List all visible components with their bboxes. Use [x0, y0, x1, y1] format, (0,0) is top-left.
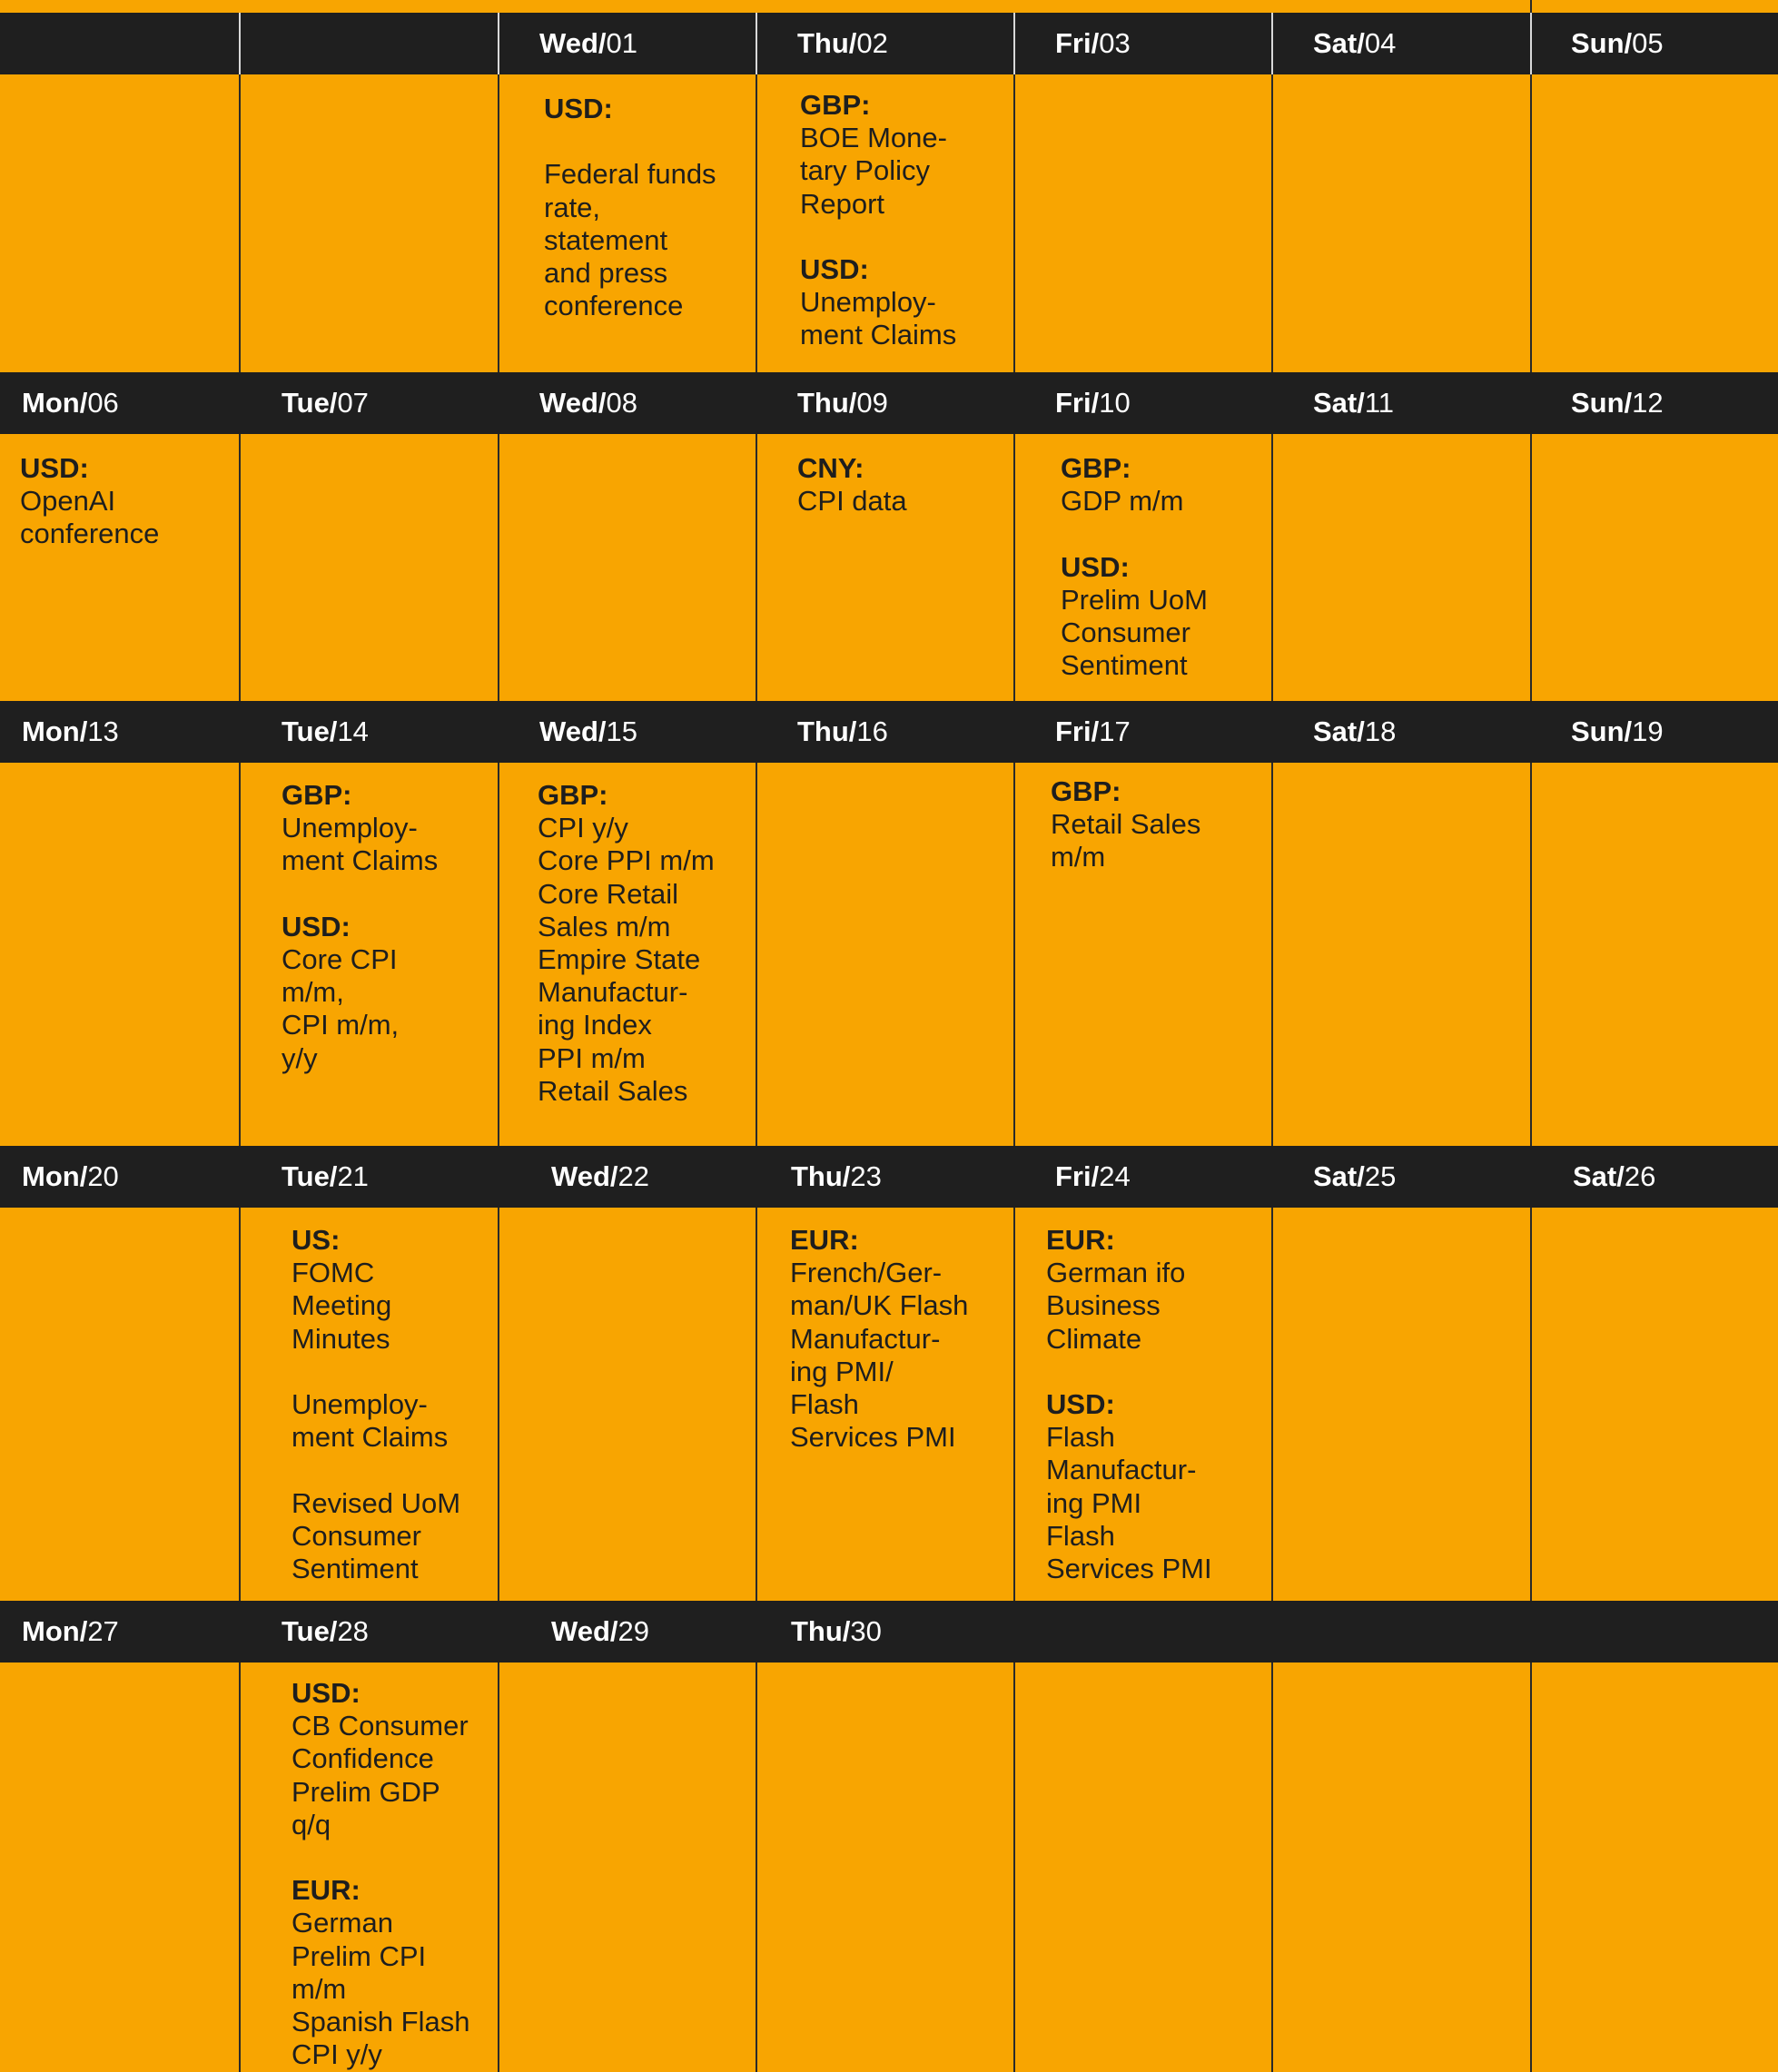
calendar-week: [0, 372, 1778, 701]
day-number: 21: [337, 1160, 369, 1192]
currency-label: USD:: [544, 93, 613, 124]
column-divider: [239, 434, 241, 701]
day-header: [1313, 1146, 1396, 1208]
day-name: Sat/: [1573, 1160, 1625, 1192]
day-name: Wed/: [551, 1160, 618, 1192]
event-text: Prelim UoM: [1061, 583, 1208, 616]
day-header: [22, 372, 119, 434]
day-name: Fri/: [1055, 1160, 1100, 1192]
event-text: Flash: [1046, 1519, 1115, 1552]
event-text: ing PMI: [1046, 1486, 1142, 1519]
day-name: Tue/: [282, 1160, 338, 1192]
event-cell: [800, 89, 956, 352]
currency-label: CNY:: [797, 452, 864, 484]
day-header: [1313, 13, 1396, 74]
column-divider: [756, 74, 757, 372]
block-spacer: [1061, 518, 1208, 550]
column-divider: [498, 763, 499, 1146]
day-number: 27: [87, 1615, 119, 1647]
day-header: [791, 1601, 882, 1663]
event-text: Manufactur-: [538, 976, 688, 1009]
day-number: 01: [606, 27, 637, 59]
column-divider: [498, 74, 499, 372]
day-header: [797, 701, 888, 763]
day-number: 08: [606, 387, 637, 419]
calendar-week: [0, 13, 1778, 372]
day-name: Mon/: [22, 1160, 88, 1192]
day-number: 07: [337, 387, 369, 419]
event-text: ment Claims: [291, 1421, 449, 1454]
currency-label: USD:: [1061, 550, 1130, 583]
event-cell: [282, 779, 438, 1075]
block-spacer: [291, 1841, 469, 1874]
day-name: Sat/: [1313, 715, 1365, 747]
day-name: Tue/: [282, 715, 338, 747]
column-divider: [1271, 434, 1273, 701]
event-text: German: [291, 1907, 393, 1939]
event-text: m/m: [291, 1972, 347, 2005]
day-header: [1573, 1146, 1655, 1208]
day-header: [797, 372, 888, 434]
currency-label: GBP:: [538, 779, 608, 811]
day-name: Wed/: [539, 27, 607, 59]
column-divider: [756, 763, 757, 1146]
day-header: [539, 701, 637, 763]
day-number: 14: [337, 715, 369, 747]
day-name: Sat/: [1313, 387, 1365, 419]
event-text: BOE Mone-: [800, 122, 947, 154]
event-text: OpenAI: [20, 485, 116, 518]
week-header-bar: [0, 13, 1778, 74]
header-column-divider: [1013, 13, 1015, 74]
day-name: Wed/: [539, 387, 607, 419]
day-header: [1571, 13, 1664, 74]
event-text: Consumer: [291, 1519, 421, 1552]
day-number: 29: [617, 1615, 649, 1647]
currency-label: US:: [291, 1224, 341, 1256]
day-header: [1055, 1146, 1131, 1208]
currency-label: USD:: [20, 452, 89, 484]
top-strip-divider: [1530, 0, 1532, 13]
event-text: statement: [544, 223, 668, 256]
day-number: 24: [1099, 1160, 1131, 1192]
day-header: [1055, 701, 1131, 763]
currency-label: GBP:: [800, 89, 871, 121]
event-cell: [1051, 775, 1200, 874]
event-text: Sentiment: [291, 1553, 419, 1584]
currency-label: USD:: [1046, 1388, 1115, 1420]
event-text: Unemploy-: [800, 286, 936, 319]
event-cell: [1046, 1224, 1212, 1585]
event-text: CPI m/m,: [282, 1009, 400, 1041]
day-number: 09: [856, 387, 888, 419]
day-name: Wed/: [551, 1615, 618, 1647]
event-text: GDP m/m: [1061, 485, 1184, 518]
column-divider: [239, 1663, 241, 2072]
day-name: Tue/: [282, 1615, 338, 1647]
event-text: FOMC: [291, 1257, 375, 1289]
day-name: Sat/: [1313, 27, 1365, 59]
day-number: 16: [856, 715, 888, 747]
day-header: [539, 13, 637, 74]
column-divider: [498, 1663, 499, 2072]
event-text: Confidence: [291, 1742, 434, 1775]
column-divider: [1530, 763, 1532, 1146]
day-number: 17: [1099, 715, 1131, 747]
block-spacer: [1046, 1356, 1212, 1388]
day-name: Sun/: [1571, 387, 1633, 419]
day-name: Mon/: [22, 1615, 88, 1647]
currency-label: USD:: [282, 910, 351, 942]
event-text: Services PMI: [790, 1421, 956, 1454]
day-number: 03: [1099, 27, 1131, 59]
day-header: [1313, 701, 1396, 763]
day-number: 26: [1624, 1160, 1656, 1192]
week-body: [0, 1663, 1778, 2072]
day-name: Mon/: [22, 715, 88, 747]
day-number: 25: [1364, 1160, 1397, 1192]
day-header: [1055, 372, 1131, 434]
week-body: [0, 763, 1778, 1146]
column-divider: [239, 1208, 241, 1602]
day-header: [1571, 701, 1664, 763]
event-cell: [790, 1224, 968, 1454]
column-divider: [1271, 763, 1273, 1146]
day-number: 06: [87, 387, 119, 419]
event-text: m/m: [1051, 841, 1106, 873]
event-text: and press: [544, 257, 668, 289]
event-text: y/y: [282, 1041, 318, 1074]
column-divider: [756, 434, 757, 701]
currency-label: GBP:: [282, 779, 352, 811]
day-header: [551, 1601, 649, 1663]
column-divider: [239, 763, 241, 1146]
column-divider: [1013, 434, 1015, 701]
event-text: Sales m/m: [538, 910, 671, 942]
day-number: 19: [1632, 715, 1664, 747]
calendar-week: [0, 701, 1778, 1146]
day-number: 28: [337, 1615, 369, 1647]
day-name: Sun/: [1571, 27, 1633, 59]
event-text: conference: [544, 290, 684, 322]
event-text: German ifo: [1046, 1257, 1186, 1289]
week-body: [0, 1208, 1778, 1602]
event-text: m/m,: [282, 976, 344, 1009]
event-text: Consumer: [1061, 617, 1190, 648]
day-header: [1313, 372, 1394, 434]
event-text: Sentiment: [1061, 649, 1188, 682]
event-text: Flash: [790, 1388, 859, 1421]
day-name: Fri/: [1055, 27, 1100, 59]
event-text: Prelim CPI: [291, 1939, 427, 1972]
event-text: CPI y/y: [538, 812, 628, 844]
day-number: 23: [850, 1160, 882, 1192]
day-number: 12: [1632, 387, 1664, 419]
event-text: ment Claims: [800, 319, 957, 351]
day-name: Thu/: [797, 715, 857, 747]
currency-label: USD:: [800, 253, 869, 285]
column-divider: [498, 434, 499, 701]
currency-label: GBP:: [1051, 775, 1121, 807]
column-divider: [756, 1208, 757, 1602]
day-number: 18: [1364, 715, 1397, 747]
event-text: Prelim GDP: [291, 1775, 440, 1808]
day-header: [22, 1146, 119, 1208]
event-text: ing PMI/: [790, 1355, 894, 1387]
day-header: [797, 13, 888, 74]
event-text: Federal funds: [544, 158, 716, 191]
column-divider: [1530, 434, 1532, 701]
event-text: Climate: [1046, 1322, 1142, 1355]
event-text: Manufactur-: [1046, 1454, 1197, 1486]
day-header: [282, 372, 369, 434]
column-divider: [1013, 1208, 1015, 1602]
day-number: 13: [87, 715, 119, 747]
day-header: [1571, 372, 1664, 434]
event-text: Core Retail: [538, 877, 679, 910]
event-text: Unemploy-: [291, 1388, 428, 1420]
column-divider: [1271, 1208, 1273, 1602]
currency-label: EUR:: [1046, 1224, 1115, 1256]
week-body: [0, 74, 1778, 372]
event-text: PPI m/m: [538, 1041, 646, 1074]
calendar-week: [0, 1146, 1778, 1602]
event-text: q/q: [291, 1808, 331, 1840]
currency-label: GBP:: [1061, 452, 1131, 484]
event-text: ing Index: [538, 1009, 652, 1041]
block-spacer: [282, 878, 438, 911]
day-name: Sun/: [1571, 715, 1633, 747]
day-number: 05: [1632, 27, 1664, 59]
week-header-bar: [0, 701, 1778, 763]
week-body: [0, 434, 1778, 701]
block-spacer: [800, 221, 956, 253]
day-name: Sat/: [1313, 1160, 1365, 1192]
header-column-divider: [498, 13, 499, 74]
event-text: CPI data: [797, 485, 907, 518]
event-text: conference: [20, 518, 160, 550]
event-text: Minutes: [291, 1322, 390, 1355]
event-text: man/UK Flash: [790, 1289, 969, 1322]
header-column-divider: [756, 13, 757, 74]
line-spacer: [291, 1454, 460, 1486]
day-number: 02: [856, 27, 888, 59]
event-text: tary Policy: [800, 154, 930, 187]
event-text: Revised UoM: [291, 1486, 461, 1519]
column-divider: [1271, 1663, 1273, 2072]
day-number: 10: [1099, 387, 1131, 419]
event-cell: [538, 779, 715, 1108]
day-number: 11: [1364, 387, 1395, 419]
week-header-bar: [0, 1146, 1778, 1208]
event-text: Flash: [1046, 1421, 1115, 1454]
event-text: CB Consumer: [291, 1710, 469, 1742]
column-divider: [1013, 1663, 1015, 2072]
event-text: French/Ger-: [790, 1257, 943, 1289]
event-text: Spanish Flash: [291, 2006, 470, 2038]
day-number: 30: [850, 1615, 882, 1647]
column-divider: [1013, 74, 1015, 372]
event-text: Empire State: [538, 943, 701, 976]
event-text: Report: [800, 187, 885, 220]
event-cell: [291, 1224, 460, 1585]
day-number: 20: [87, 1160, 119, 1192]
currency-label: USD:: [291, 1677, 361, 1709]
day-number: 22: [617, 1160, 649, 1192]
day-header: [791, 1146, 882, 1208]
line-spacer: [544, 125, 716, 158]
event-text: Business: [1046, 1289, 1161, 1322]
day-name: Thu/: [791, 1160, 851, 1192]
event-cell: [544, 93, 716, 322]
event-text: Manufactur-: [790, 1322, 941, 1355]
event-text: Core CPI: [282, 943, 398, 975]
currency-label: EUR:: [291, 1874, 361, 1907]
day-header: [22, 1601, 119, 1663]
event-text: Core PPI m/m: [538, 844, 715, 877]
event-text: Services PMI: [1046, 1553, 1212, 1585]
day-header: [1055, 13, 1131, 74]
header-column-divider: [1271, 13, 1273, 74]
header-column-divider: [239, 13, 241, 74]
column-divider: [1530, 74, 1532, 372]
event-text: rate,: [544, 191, 601, 223]
week-header-bar: [0, 1601, 1778, 1663]
day-header: [539, 372, 637, 434]
top-strip: [0, 0, 1778, 13]
day-name: Thu/: [797, 387, 857, 419]
event-text: ment Claims: [282, 844, 439, 877]
day-name: Thu/: [797, 27, 857, 59]
day-name: Wed/: [539, 715, 607, 747]
day-number: 04: [1364, 27, 1397, 59]
day-number: 15: [606, 715, 637, 747]
day-header: [282, 1601, 369, 1663]
event-text: Retail Sales: [1051, 808, 1201, 841]
day-header: [282, 1146, 369, 1208]
event-text: CPI y/y: [291, 2038, 382, 2071]
day-name: Fri/: [1055, 387, 1100, 419]
day-header: [551, 1146, 649, 1208]
event-cell: [291, 1677, 469, 2071]
day-name: Tue/: [282, 387, 338, 419]
event-cell: [20, 452, 159, 551]
calendar-week: [0, 1601, 1778, 2072]
event-cell: [797, 452, 907, 518]
day-header: [22, 701, 119, 763]
column-divider: [1271, 74, 1273, 372]
header-column-divider: [1530, 13, 1532, 74]
column-divider: [498, 1208, 499, 1602]
column-divider: [239, 74, 241, 372]
week-header-bar: [0, 372, 1778, 434]
day-name: Fri/: [1055, 715, 1100, 747]
column-divider: [756, 1663, 757, 2072]
line-spacer: [291, 1356, 460, 1388]
column-divider: [1530, 1208, 1532, 1602]
event-text: Meeting: [291, 1289, 392, 1322]
event-text: Retail Sales: [538, 1074, 688, 1107]
currency-label: EUR:: [790, 1224, 859, 1256]
day-name: Mon/: [22, 387, 88, 419]
event-cell: [1061, 452, 1208, 682]
column-divider: [1530, 1663, 1532, 2072]
event-text: Unemploy-: [282, 812, 418, 844]
day-name: Thu/: [791, 1615, 851, 1647]
day-header: [282, 701, 369, 763]
column-divider: [1013, 763, 1015, 1146]
